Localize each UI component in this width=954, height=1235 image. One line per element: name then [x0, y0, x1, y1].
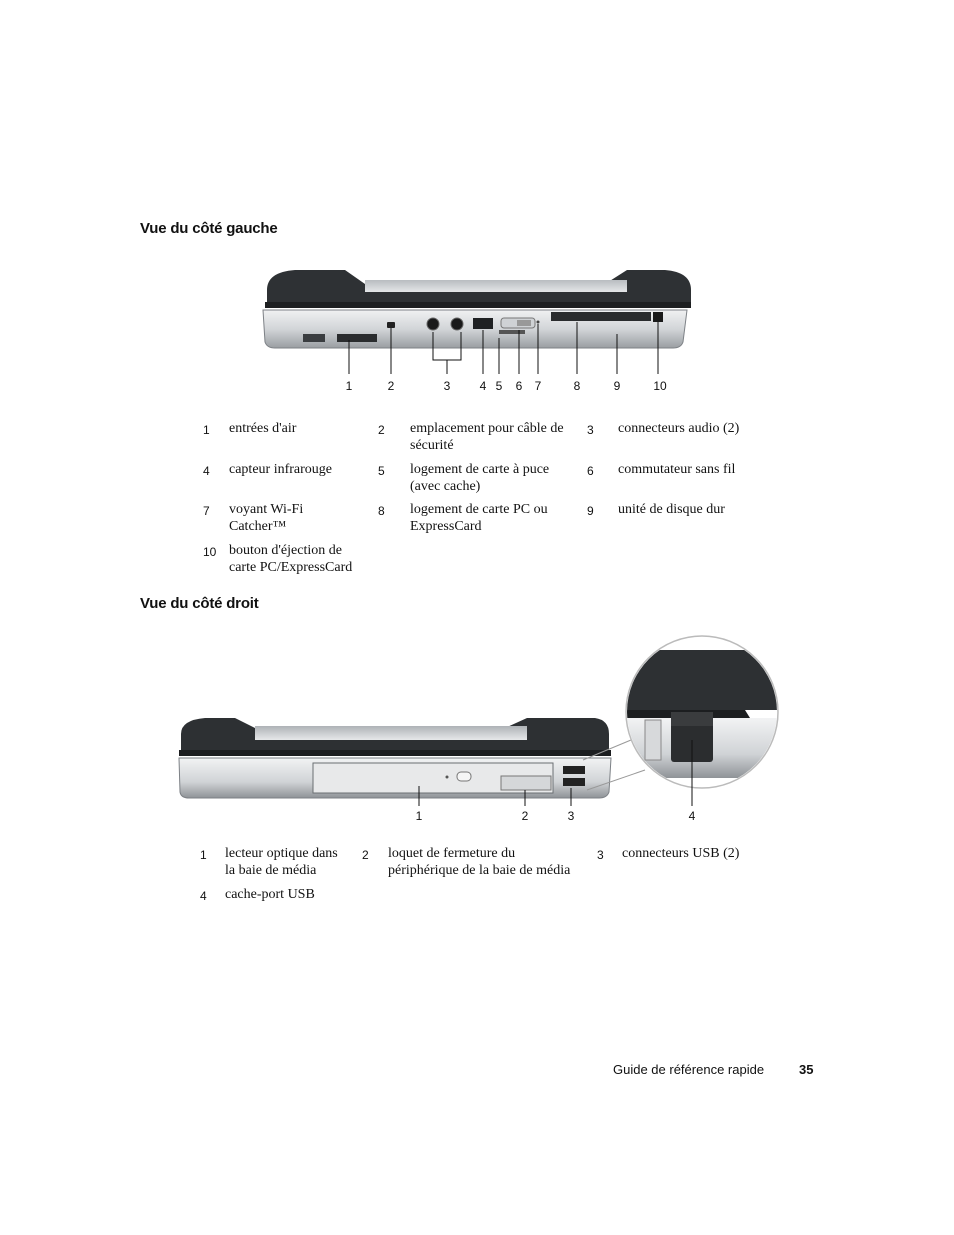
legend-number: 5 [378, 464, 385, 478]
legend-label: cache-port USB [225, 887, 315, 902]
legend-label: bouton d'éjection de carte PC/ExpressCard [229, 543, 353, 575]
legend-label: lecteur optique dans la baie de média [225, 846, 338, 878]
callout-number: 10 [653, 379, 667, 393]
pc-card-slot-icon [551, 312, 651, 321]
legend-label: unité de disque dur [618, 502, 725, 517]
smart-card-slot-icon [499, 330, 525, 334]
laptop-left-side-figure [255, 262, 695, 402]
legend-label: logement de carte à puce (avec cache) [410, 462, 550, 494]
legend-label: connecteurs USB (2) [622, 846, 740, 861]
legend-number: 3 [587, 423, 594, 437]
legend-number: 4 [203, 464, 210, 478]
infrared-sensor-icon [473, 318, 493, 329]
legend-number: 1 [203, 423, 210, 437]
legend-number: 9 [587, 504, 594, 518]
legend-number: 4 [200, 889, 207, 903]
legend-number: 2 [378, 423, 385, 437]
eject-button-icon [653, 312, 663, 322]
legend-number: 6 [587, 464, 594, 478]
callout-number: 3 [443, 379, 451, 393]
bay-latch-icon [501, 776, 551, 790]
legend-label: logement de carte PC ou ExpressCard [410, 502, 548, 534]
legend-label: voyant Wi-Fi Catcher™ [229, 502, 304, 534]
callout-number: 3 [567, 809, 575, 823]
legend-label: emplacement pour câble de sécurité [410, 421, 564, 453]
legend-number: 3 [597, 848, 604, 862]
callout-number: 1 [345, 379, 353, 393]
legend-label: commutateur sans fil [618, 462, 736, 477]
air-vent-icon [303, 334, 377, 342]
audio-jack-icon [427, 318, 439, 330]
legend-number: 8 [378, 504, 385, 518]
laptop-right-side-figure [175, 630, 785, 830]
legend-label: capteur infrarouge [229, 462, 332, 477]
wifi-catcher-led-icon [537, 321, 540, 324]
page-number: 35 [799, 1062, 814, 1077]
callout-number: 5 [495, 379, 503, 393]
legend-label: entrées d'air [229, 421, 297, 436]
section-title-left-view: Vue du côté gauche [140, 220, 278, 237]
section-title-right-view: Vue du côté droit [140, 595, 259, 612]
legend-number: 10 [203, 545, 217, 559]
legend-label: connecteurs audio (2) [618, 421, 740, 436]
callout-number: 4 [688, 809, 696, 823]
callout-number: 4 [479, 379, 487, 393]
callout-number: 2 [521, 809, 529, 823]
callout-number: 8 [573, 379, 581, 393]
callout-number: 9 [613, 379, 621, 393]
security-slot-icon [387, 322, 395, 328]
footer-guide-title: Guide de référence rapide [613, 1062, 765, 1077]
callout-number: 6 [515, 379, 523, 393]
legend-number: 2 [362, 848, 369, 862]
callout-number: 2 [387, 379, 395, 393]
legend-label: loquet de fermeture du périphérique de la baie de média [388, 846, 571, 878]
legend-number: 7 [203, 504, 210, 518]
legend-number: 1 [200, 848, 207, 862]
audio-jack-icon [451, 318, 463, 330]
callout-number: 7 [534, 379, 542, 393]
callout-number: 1 [415, 809, 423, 823]
